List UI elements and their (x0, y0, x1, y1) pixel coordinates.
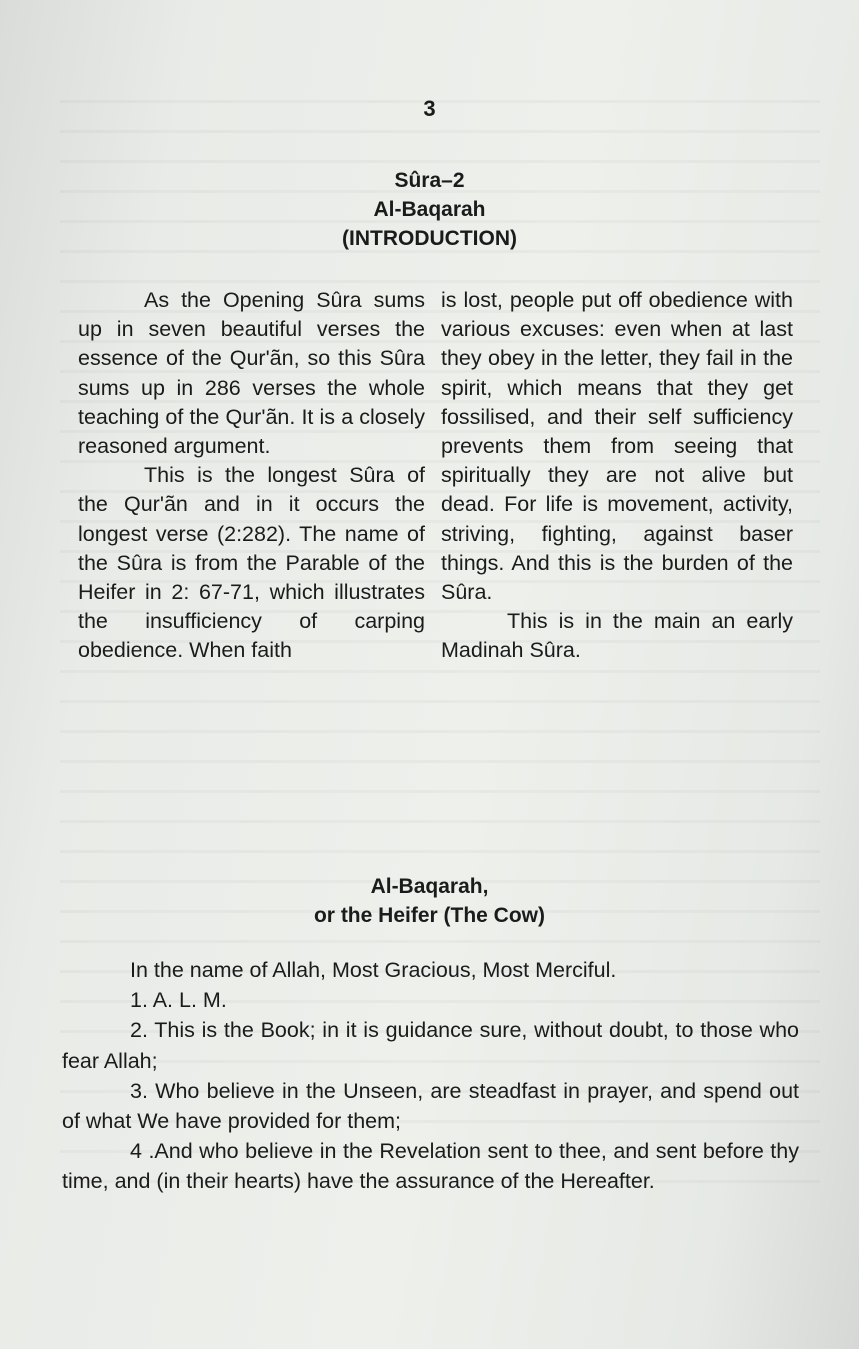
intro-paragraph: This is the longest Sûra of the Qur'ãn and in it occurs the longest verse (2:282). The name of the Sûra is from the Parable of the Heifer in 2: 67-71, which illustrates the insufficiency of carping obedience. When faith (78, 463, 425, 663)
introduction-left-column (78, 286, 425, 666)
sura-heading (0, 872, 859, 930)
intro-paragraph: This is in the main an early Madinah Sûra. (441, 609, 793, 663)
sura-subtitle: or the Heifer (The Cow) (313, 904, 545, 927)
verses (62, 955, 799, 1197)
verse: 2. This is the Book; in it is guidance sure, without doubt, to those who fear Allah; (62, 1018, 799, 1073)
intro-paragraph: is lost, people put off obedience with various excuses: even when at last they obey in the letter, they fail in the spirit, which means that they get fossilised, and their self sufficiency prevents them from seeing that spiritually they are not alive but dead. For life is movement, activity, striving, fighting, against baser things. And this is the burden of the Sûra. (441, 288, 793, 605)
intro-paragraph: As the Opening Sûra sums up in seven beautiful verses the essence of the Qur'ãn, so this Sûra sums up in 286 verses the whole teaching of the Qur'ãn. It is a closely reasoned argument. (78, 288, 425, 459)
verse: 3. Who believe in the Unseen, are steadfast in prayer, and spend out of what We have provided for them; (62, 1078, 799, 1134)
verse: 4 .And who believe in the Revelation sent to thee, and sent before thy time, and (in their hearts) have the assurance of the Hereafter. (62, 1139, 799, 1194)
verse: 1. A. L. M. (130, 988, 227, 1013)
introduction-right-column (441, 286, 793, 666)
bismillah: In the name of Allah, Most Gracious, Most Merciful. (130, 958, 617, 982)
sura-number-title: Sûra–2 (394, 169, 465, 192)
sura-name-title: Al-Baqarah (373, 198, 486, 221)
page-number: 3 (423, 96, 436, 121)
introduction-title: (INTRODUCTION) (342, 227, 517, 250)
intro-heading (0, 166, 859, 253)
sura-title: Al-Baqarah, (370, 875, 489, 898)
